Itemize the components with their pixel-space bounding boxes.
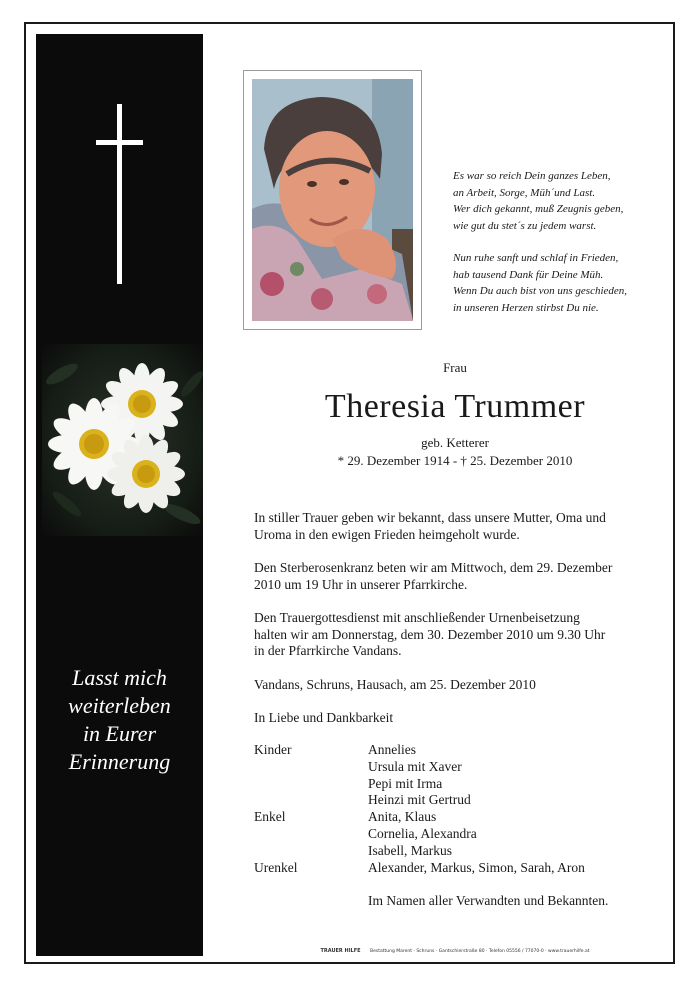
family-row <box>254 860 664 877</box>
poem-stanza <box>453 168 668 234</box>
funeral-service-paragraph <box>254 610 654 660</box>
side-band <box>36 34 203 956</box>
deceased-name: Theresia Trummer <box>324 388 586 425</box>
family-member: Pepi mit Irma <box>368 775 443 791</box>
text-line: Vandans, Schruns, Hausach, am 25. Dezember 2010 <box>254 676 536 692</box>
memorial-verse <box>36 664 203 776</box>
verse-line: in Eurer <box>82 721 157 746</box>
sign-off-line <box>254 710 654 727</box>
family-member: Cornelia, Alexandra <box>368 825 477 841</box>
cross-icon <box>36 104 203 289</box>
poem-stanza <box>453 250 668 316</box>
place-date-line <box>254 677 654 694</box>
relation-names <box>368 809 477 859</box>
poem-line: Nun ruhe sanft und schlaf in Frieden, <box>453 252 619 264</box>
poem-line: Wenn Du auch bist von uns geschieden, <box>453 285 628 297</box>
text-line: in der Pfarrkirche Vandans. <box>254 643 402 658</box>
poem-line: wie gut du stet´s zu jedem warst. <box>453 219 597 232</box>
text-line: 2010 um 19 Uhr in unserer Pfarrkirche. <box>254 576 468 592</box>
poem-line: Wer dich gekannt, muß Zeugnis geben, <box>453 203 624 215</box>
text-line: In Liebe und Dankbarkeit <box>254 710 394 725</box>
salutation: Frau <box>443 360 467 375</box>
family-member: Heinzi mit Gertrud <box>368 792 471 808</box>
rosary-paragraph <box>254 560 654 593</box>
family-member: Ursula mit Xaver <box>368 758 462 774</box>
closing-line: Im Namen aller Verwandten und Bekannten. <box>368 893 609 909</box>
footer <box>210 948 700 954</box>
family-row <box>254 809 664 859</box>
text-line: In stiller Trauer geben wir bekannt, dass unsere Mutter, Oma und <box>254 510 606 525</box>
relation-names <box>368 742 471 809</box>
poem-line: in unseren Herzen stirbst Du nie. <box>453 301 599 314</box>
family-list <box>254 742 664 910</box>
family-row <box>254 742 664 809</box>
daisy-flowers-image <box>42 344 203 536</box>
family-member: Anita, Klaus <box>368 809 437 825</box>
family-member: Isabell, Markus <box>368 842 452 858</box>
family-member: Annelies <box>368 742 416 757</box>
text-line: Den Trauergottesdienst mit anschließender Urnenbeisetzung <box>254 610 580 625</box>
verse-line: Lasst mich <box>72 665 167 690</box>
footer-text: Bestattung Marent · Schruns · Gantschierstraße 80 · Telefon 05556 / 77070-0 · www.trauerhilfe.at <box>370 949 590 954</box>
announcement-paragraph <box>254 510 654 543</box>
text-line: Den Sterberosenkranz beten wir am Mittwoch, dem 29. Dezember <box>254 560 613 575</box>
footer-brand: TRAUER HILFE <box>320 948 361 954</box>
relation-label: Kinder <box>254 742 292 757</box>
life-dates: * 29. Dezember 1914 - † 25. Dezember 2010 <box>337 453 573 468</box>
poem-line: Es war so reich Dein ganzes Leben, <box>453 170 611 182</box>
announcement-text <box>254 510 654 744</box>
poem-line: an Arbeit, Sorge, Müh´und Last. <box>453 186 596 199</box>
verse-line: Erinnerung <box>68 749 171 774</box>
text-line: halten wir am Donnerstag, dem 30. Dezember 2010 um 9.30 Uhr <box>254 626 606 642</box>
relation-label: Enkel <box>254 809 286 825</box>
poem-line: hab tausend Dank für Deine Müh. <box>453 268 604 281</box>
relation-label: Urenkel <box>254 859 298 875</box>
text-line: Uroma in den ewigen Frieden heimgeholt wurde. <box>254 526 520 542</box>
poem <box>453 168 668 332</box>
relation-names <box>368 860 585 877</box>
birth-name: geb. Ketterer <box>421 435 489 450</box>
portrait-photo <box>252 79 413 321</box>
family-member: Alexander, Markus, Simon, Sarah, Aron <box>368 859 585 875</box>
verse-line: weiterleben <box>68 693 171 718</box>
portrait-frame <box>243 70 422 330</box>
